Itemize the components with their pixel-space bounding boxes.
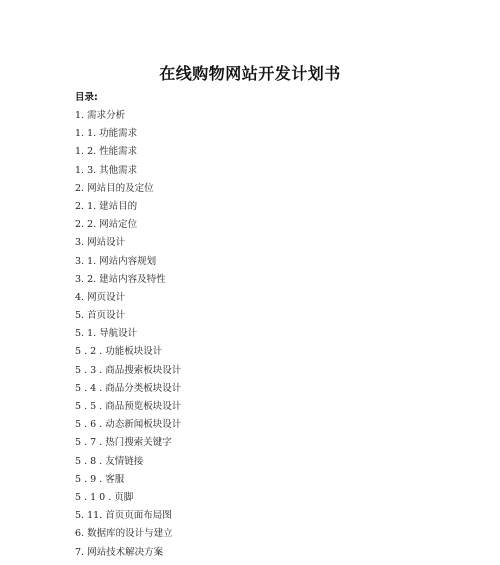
toc-item: 5 . 9 . 客服: [75, 473, 125, 485]
toc-item: 5 . 8 . 友情链接: [75, 455, 144, 467]
toc-item: 5 . 1 0 . 页脚: [75, 491, 134, 503]
toc-item: 1. 需求分析: [75, 110, 126, 121]
toc-item: 3. 1. 网站内容规划: [75, 255, 157, 267]
toc-item: 7. 网站技术解决方案: [75, 546, 164, 558]
toc-item: 2. 2. 网站定位: [75, 219, 138, 231]
toc-item: 3. 2. 建站内容及特性: [75, 273, 166, 285]
toc-heading: 目录:: [75, 92, 98, 103]
toc-item: 5. 首页设计: [75, 310, 126, 322]
table-of-contents: [75, 109, 181, 564]
toc-item: 2. 网站目的及定位: [75, 182, 154, 194]
toc-item: 5 . 7 . 热门搜索关键字: [75, 437, 172, 449]
toc-item: 1. 1. 功能需求: [75, 128, 138, 140]
toc-item: 5 . 5 . 商品预览板块设计: [75, 401, 182, 412]
toc-item: 5 . 6 . 动态新闻板块设计: [75, 419, 182, 431]
toc-item: 5 . 3 . 商品搜索板块设计: [75, 364, 182, 376]
document-title: 在线购物网站开发计划书: [159, 64, 341, 83]
toc-item: 5. 1. 导航设计: [75, 328, 138, 340]
toc-item: 1. 2. 性能需求: [75, 146, 138, 158]
toc-item: 4. 网页设计: [75, 291, 126, 303]
toc-item: 3. 网站设计: [75, 237, 126, 249]
toc-item: 5 . 2 . 功能板块设计: [75, 346, 163, 358]
toc-item: 6. 数据库的设计与建立: [75, 528, 173, 540]
toc-item: 2. 1. 建站目的: [75, 200, 138, 212]
toc-item: 1. 3. 其他需求: [75, 164, 138, 176]
toc-item: 5 . 4 . 商品分类板块设计: [75, 382, 182, 394]
toc-item: 5. 11. 首页页面布局图: [75, 510, 172, 522]
